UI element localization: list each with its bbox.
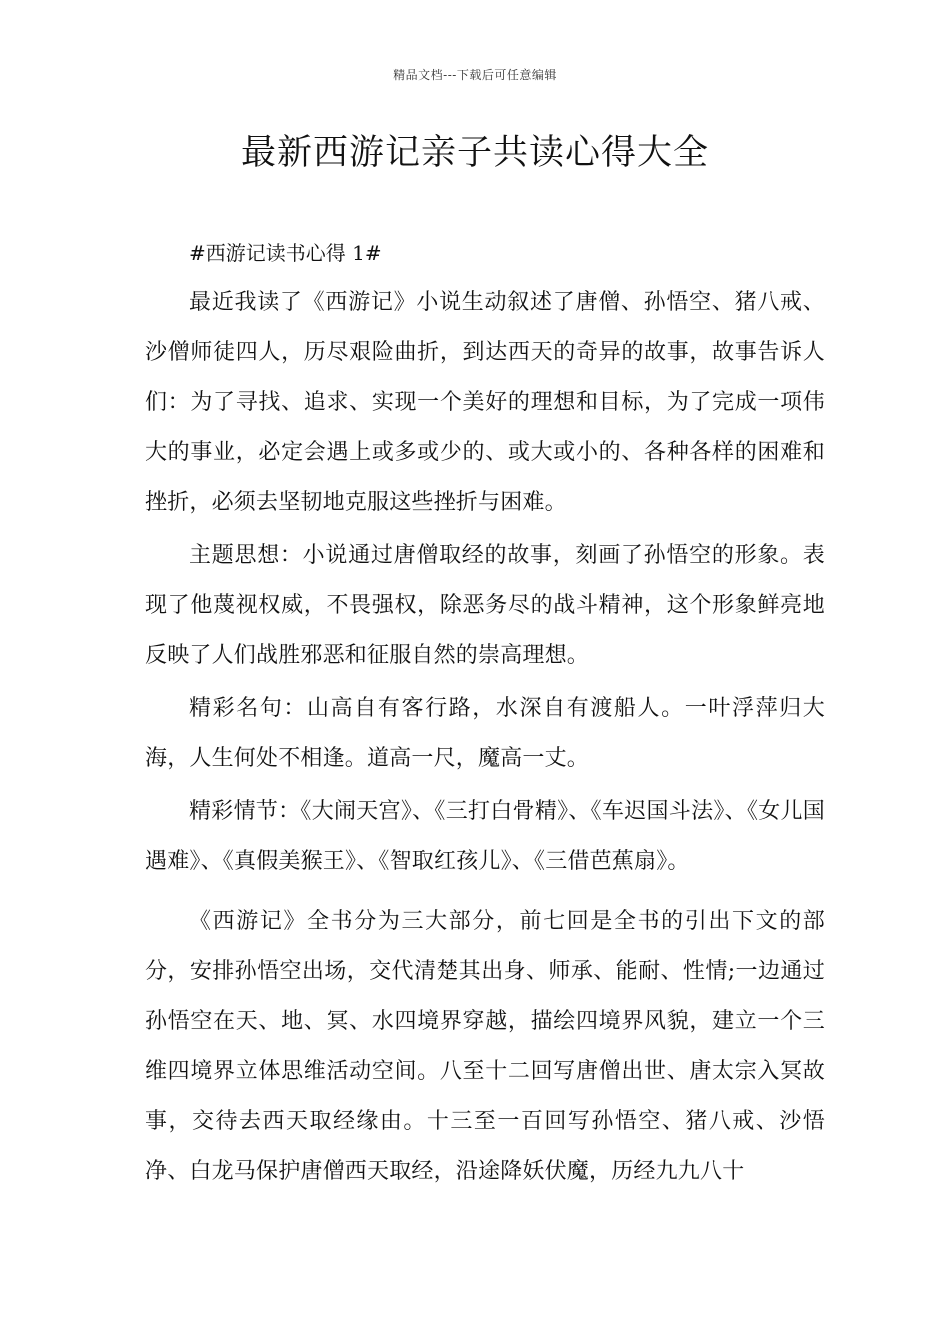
paragraph-quotes: 精彩名句：山高自有客行路，水深自有渡船人。一叶浮萍归大海，人生何处不相逢。道高一尺，魔高一丈。 — [145, 696, 825, 771]
paragraph-structure: 《西游记》全书分为三大部分，前七回是全书的引出下文的部分，安排孙悟空出场，交代清楚其出身、师承、能耐、性情;一边通过孙悟空在天、地、冥、水四境界穿越，描绘四境界风貌，建立一个三维四境界立体思维活动空间。八至十二回写唐僧出世、唐太宗入冥故事，交待去西天取经缘由。十三至一百回写孙悟空、猪八戒、沙悟净、白龙马保护唐僧西天取经，沿途降妖伏魔，历经九九八十 — [145, 909, 825, 1184]
header-note: 精品文档---下载后可任意编辑 — [393, 68, 557, 82]
section-heading: #西游记读书心得 1# — [189, 241, 382, 265]
paragraph-theme: 主题思想：小说通过唐僧取经的故事，刻画了孙悟空的形象。表现了他蔑视权威，不畏强权，除恶务尽的战斗精神，这个形象鲜亮地反映了人们战胜邪恶和征服自然的崇高理想。 — [145, 543, 825, 668]
document-title: 最新西游记亲子共读心得大全 — [240, 133, 709, 173]
paragraph-intro: 最近我读了《西游记》小说生动叙述了唐僧、孙悟空、猪八戒、沙僧师徒四人，历尽艰险曲折，到达西天的奇异的故事，故事告诉人们：为了寻找、追求、实现一个美好的理想和目标，为了完成一项伟大的事业，必定会遇上或多或少的、或大或小的、各种各样的困难和挫折，必须去坚韧地克服这些挫折与困难。 — [145, 290, 825, 515]
document-body — [145, 228, 825, 1200]
paragraph-plots: 精彩情节：《大闹天宫》、《三打白骨精》、《车迟国斗法》、《女儿国遇难》、《真假美猴王》、《智取红孩儿》、《三借芭蕉扇》。 — [145, 799, 825, 874]
